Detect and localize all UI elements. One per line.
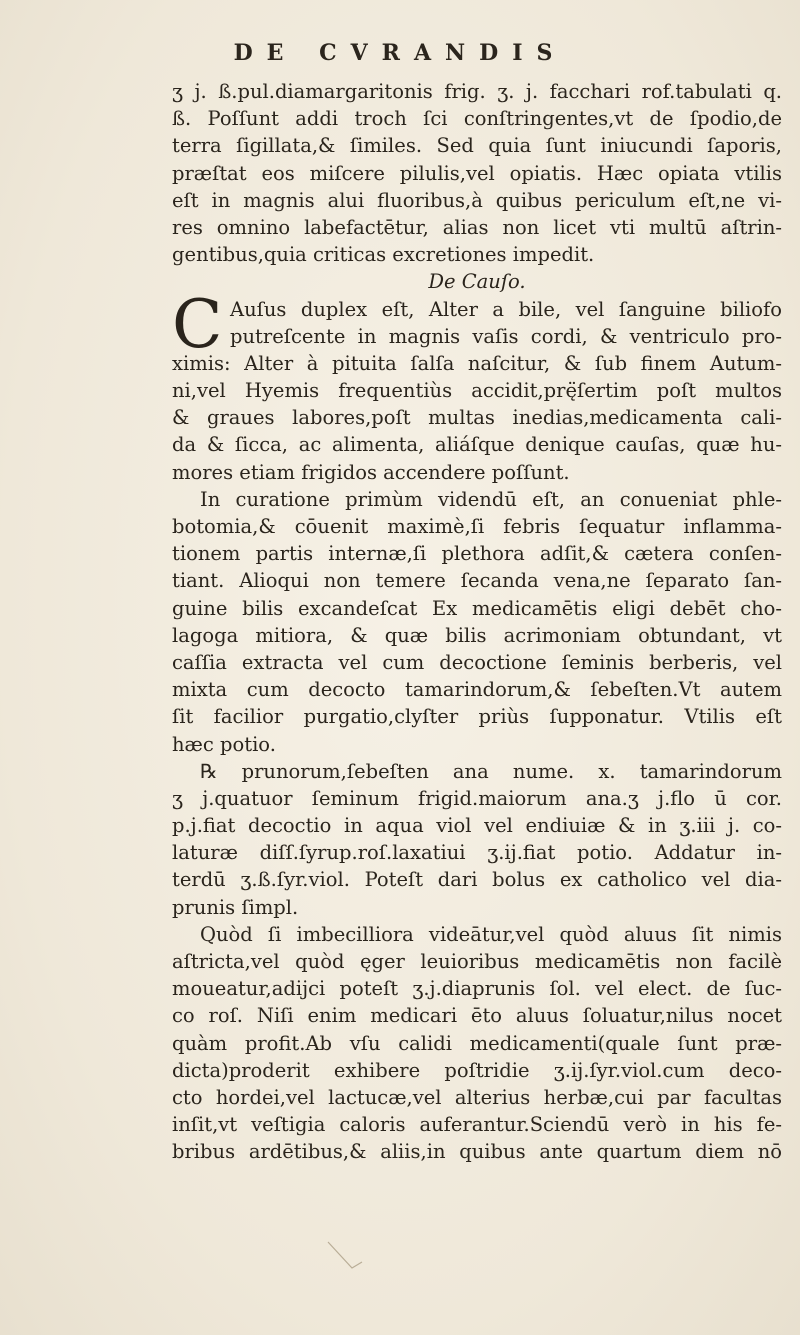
text-line: terdū ʒ.ß.ſyr.viol. Poteſt dari bolus ex catholico vel dia- [172, 868, 782, 892]
text-line: bribus ardētibus,& aliis,in quibus ante quartum diem nō [172, 1140, 782, 1164]
text-line: ℞ prunorum,ſebeſten ana nume. x. tamarindorum [200, 759, 782, 783]
text-line: lagoga mitiora, & quæ bilis acrimoniam obtundant, vt [172, 623, 782, 647]
text-line: terra ſigillata,& ſimiles. Sed quia ſunt iniucundi ſaporis, [172, 134, 782, 158]
text-line: prunis ſimpl. [172, 895, 299, 919]
text-line: tionem partis internæ,ſi plethora adſit,& cætera conſen- [172, 542, 782, 566]
text-line: hæc potio. [172, 732, 276, 756]
text-line: ʒ j. ß.pul.diamargaritonis frig. ʒ. j. facchari rof.tabulati q. [172, 80, 782, 103]
text-line: botomia,& cōuenit maximè,ſi febris ſequatur inflamma- [172, 515, 782, 538]
text-line: Auſus duplex eſt, Alter a bile, vel ſanguine biliofo [230, 297, 782, 321]
text-line: da & ſicca, ac alimenta, aliáſque denique cauſas, quæ hu- [172, 433, 782, 457]
drop-cap-c: C [172, 286, 223, 363]
section-heading: De Cauſo. [428, 270, 526, 294]
body-text [172, 78, 782, 1166]
running-head: DE CVRANDIS [233, 40, 567, 66]
text-line: gentibus,quia criticas excretiones impedit. [172, 243, 595, 267]
text-line: ß. Poſſunt addi troch ſci conſtringentes,vt de ſpodio,de [172, 107, 782, 131]
text-line: p.j.fiat decoctio in aqua viol vel endiuiæ & in ʒ.iii j. co- [172, 814, 782, 838]
text-line: & graues labores,poſt multas inedias,medicamenta cali- [172, 406, 782, 430]
text-line: aſtricta,vel quòd ęger leuioribus medicamētis non facilè [172, 950, 782, 973]
text-line: co roſ. Niſi enim medicari ēto aluus ſoluatur,nilus nocet [172, 1004, 782, 1028]
text-line: mixta cum decocto tamarindorum,& ſebeſten.Vt autem [172, 678, 782, 702]
text-line: ſit facilior purgatio,clyſter priùs ſupponatur. Vtilis eſt [172, 705, 782, 729]
text-line: ni,vel Hyemis frequentiùs accidit,prę̈ſertim poſt multos [172, 379, 782, 403]
text-line: quàm profit.Ab vſu calidi medicamenti(quale ſunt præ- [172, 1031, 782, 1055]
text-line: In curatione primùm videndū eſt, an conueniat phle- [200, 487, 782, 511]
text-line: ʒ j.quatuor ſeminum frigid.maiorum ana.ʒ j.flo ū cor. [172, 786, 782, 810]
text-line: mores etiam frigidos accendere poſſunt. [172, 460, 570, 484]
text-line: Quòd ſi imbecilliora videātur,vel quòd aluus ſit nimis [200, 922, 782, 946]
text-line: res omnino labefactētur, alias non licet vti multū aſtrin- [172, 215, 782, 239]
text-line: eſt in magnis alui fluoribus,à quibus periculum eſt,ne vi- [172, 188, 782, 212]
ink-flourish-mark [322, 1238, 382, 1278]
text-line: moueatur,adijci poteſt ʒ.j.diaprunis ſol. vel elect. de ſuc- [172, 977, 782, 1001]
text-line: guine bilis excandeſcat Ex medicamētis eligi debēt cho- [172, 596, 782, 620]
text-line: putreſcente in magnis vaſis cordi, & ventriculo pro- [230, 324, 782, 348]
text-line: dicta)proderit exhibere poſtridie ʒ.ij.ſyr.viol.cum deco- [172, 1058, 782, 1082]
text-line: cto hordei,vel lactucæ,vel alterius herbæ,cui par facultas [172, 1085, 782, 1109]
text-line: inſit,vt veſtigia caloris auferantur.Sciendū verò in his fe- [172, 1113, 782, 1137]
text-line: caſſia extracta vel cum decoctione ſeminis berberis, vel [172, 650, 782, 674]
text-line: tiant. Alioqui non temere ſecanda vena,ne ſeparato ſan- [172, 569, 782, 593]
text-line: præſtat eos miſcere pilulis,vel opiatis. Hæc opiata vtilis [172, 161, 782, 185]
text-line: ximis: Alter à pituita ſalſa naſcitur, & ſub finem Autum- [172, 351, 782, 375]
text-line: laturæ diſſ.ſyrup.roſ.laxatiui ʒ.ij.fiat potio. Addatur in- [172, 841, 782, 865]
